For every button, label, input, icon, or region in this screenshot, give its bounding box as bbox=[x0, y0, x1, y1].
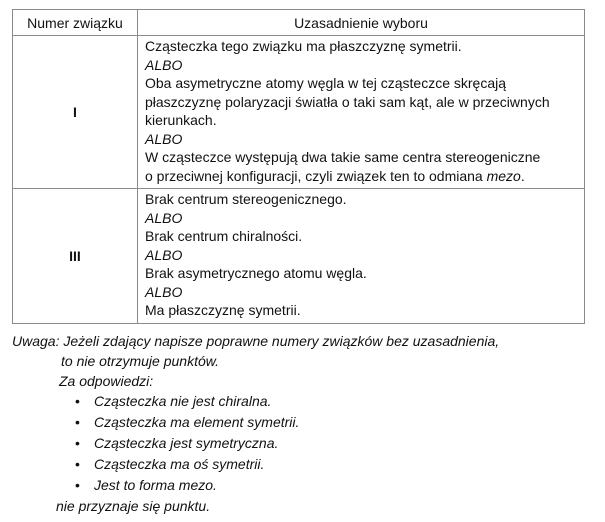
bullet-icon: • bbox=[75, 414, 80, 430]
bullet-icon: • bbox=[75, 393, 80, 409]
table-row bbox=[13, 36, 585, 189]
compound-number: III bbox=[13, 189, 138, 324]
list-item bbox=[75, 433, 602, 454]
justification-line: Oba asymetryczne atomy węgla w tej cząsteczce skręcają bbox=[145, 75, 507, 91]
mezo-term: mezo bbox=[486, 167, 521, 184]
list-item bbox=[75, 391, 602, 412]
justification-line: Brak asymetrycznego atomu węgla. bbox=[145, 265, 367, 281]
header-justification: Uzasadnienie wyboru bbox=[138, 10, 585, 36]
scoring-note bbox=[12, 331, 602, 516]
table-row bbox=[13, 189, 585, 324]
note-closing: nie przyznaje się punktu. bbox=[56, 498, 211, 514]
list-item bbox=[75, 475, 602, 496]
justification-line: Ma płaszczyznę symetrii. bbox=[145, 302, 301, 318]
rejected-answers-list bbox=[12, 391, 602, 496]
justification-line: W cząsteczce występują dwa takie same centra stereogeniczne bbox=[145, 149, 541, 165]
list-item-text: Cząsteczka ma oś symetrii. bbox=[94, 456, 265, 472]
note-line: Uwaga: Jeżeli zdający napisze poprawne numery związków bez uzasadnienia, bbox=[12, 333, 500, 349]
albo-separator: ALBO bbox=[145, 283, 183, 300]
period: . bbox=[520, 167, 525, 184]
justification-line: kierunkach. bbox=[145, 112, 217, 128]
table-header-row bbox=[13, 10, 585, 36]
justification-cell bbox=[138, 36, 585, 189]
list-item-text: Cząsteczka jest symetryczna. bbox=[94, 435, 279, 451]
albo-separator: ALBO bbox=[145, 209, 183, 226]
bullet-icon: • bbox=[75, 435, 80, 451]
albo-separator: ALBO bbox=[145, 56, 183, 73]
scoring-table bbox=[12, 9, 585, 324]
justification-line: Brak centrum chiralności. bbox=[145, 228, 303, 244]
justification-line: Cząsteczka tego związku ma płaszczyznę symetrii. bbox=[145, 38, 462, 54]
header-number: Numer związku bbox=[13, 10, 138, 36]
justification-cell bbox=[138, 189, 585, 324]
list-item-text: Cząsteczka ma element symetrii. bbox=[94, 414, 300, 430]
albo-separator: ALBO bbox=[145, 130, 183, 147]
bullet-icon: • bbox=[75, 456, 80, 472]
compound-number: I bbox=[13, 36, 138, 189]
list-item bbox=[75, 454, 602, 475]
albo-separator: ALBO bbox=[145, 246, 183, 263]
note-line: to nie otrzymuje punktów. bbox=[61, 353, 219, 369]
justification-line: Brak centrum stereogenicznego. bbox=[145, 191, 347, 207]
note-line: Za odpowiedzi: bbox=[59, 373, 154, 389]
justification-line: płaszczyznę polaryzacji światła o taki sam kąt, ale w przeciwnych bbox=[145, 93, 550, 110]
justification-line bbox=[145, 167, 584, 186]
bullet-icon: • bbox=[75, 477, 80, 493]
list-item-text: Jest to forma mezo. bbox=[94, 477, 217, 493]
list-item-text: Cząsteczka nie jest chiralna. bbox=[94, 393, 272, 409]
justification-text: o przeciwnej konfiguracji, czyli związek ten to odmiana bbox=[145, 167, 487, 184]
list-item bbox=[75, 412, 602, 433]
